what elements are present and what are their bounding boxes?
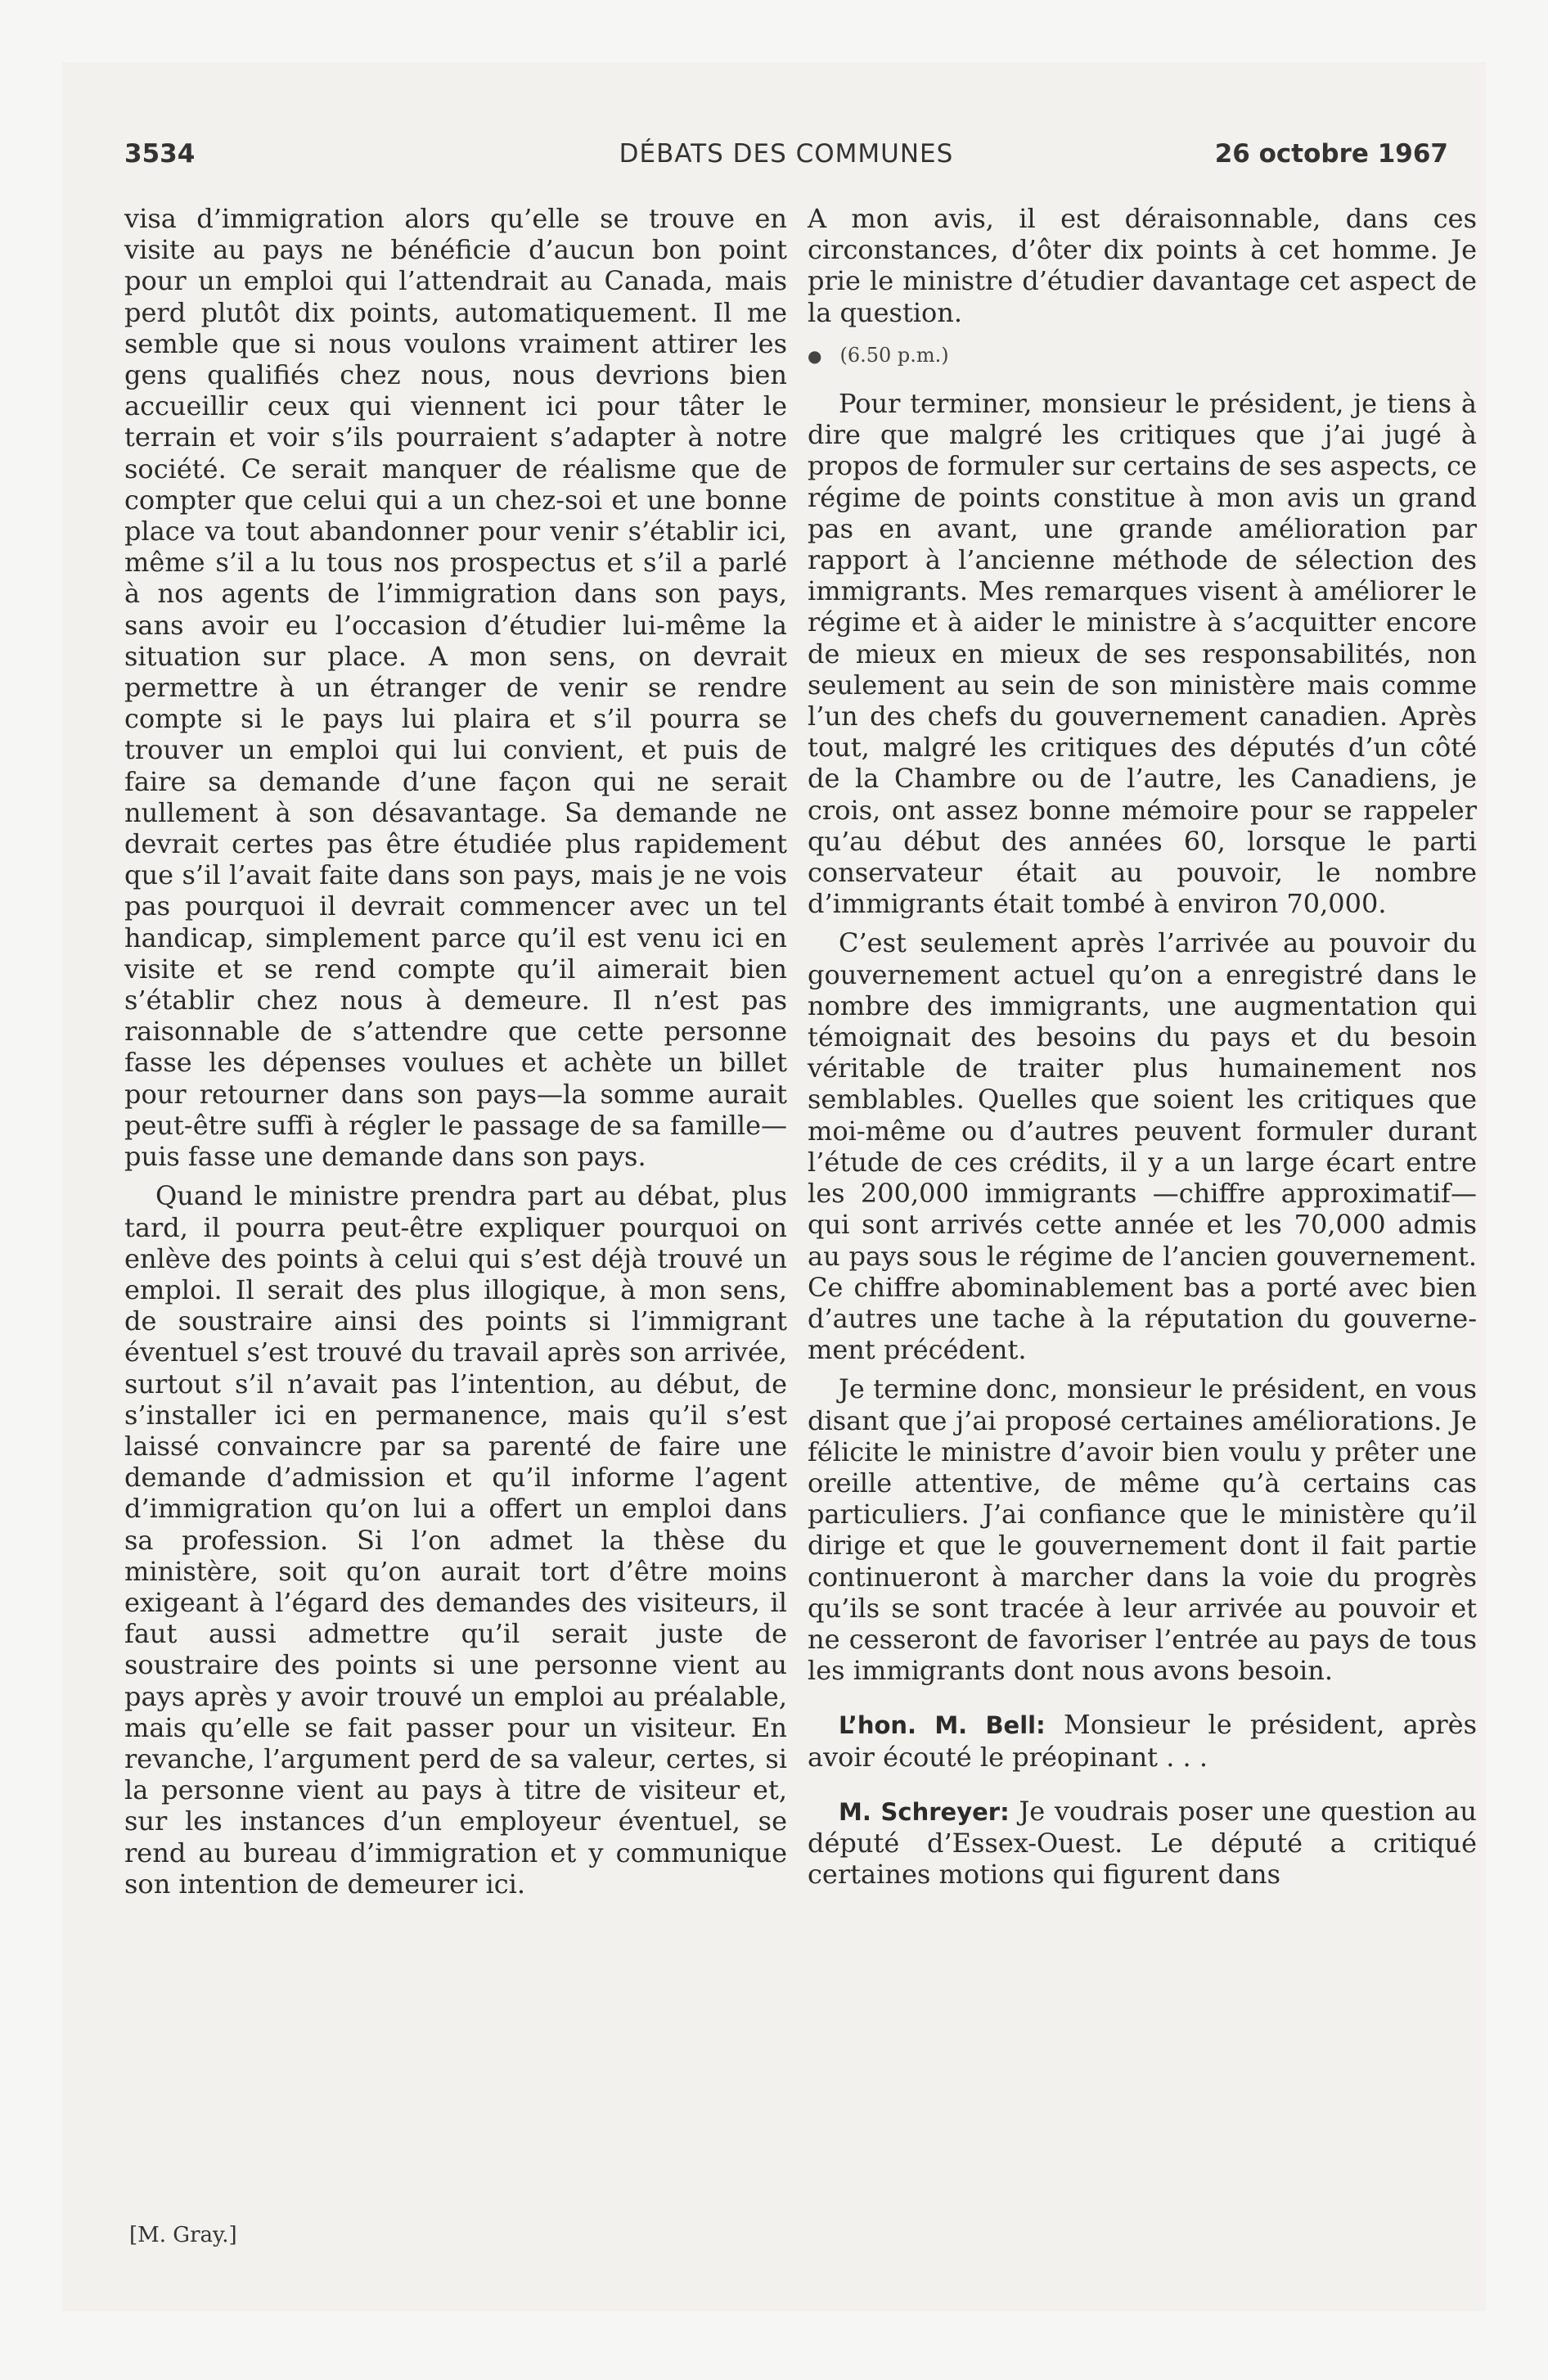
bullet-icon: ●: [808, 345, 822, 366]
right-column: [808, 203, 1477, 1890]
publication-title: DÉBATS DES COMMUNES: [619, 139, 954, 169]
timestamp: [808, 340, 1477, 372]
page-number: 3534: [124, 139, 196, 169]
paragraph: C’est seulement après l’arrivée au pouvoir du gouvernement actuel qu’on a enregistré dans le nombre des immigrants, une augmentation qui témoignait des besoins du pays et du besoin véritable de traiter plus humainement nos semblables. Quelles que soient les critiques que moi-même ou d’autres peuvent formuler durant l’étude de ces crédits, il y a un large écart entre les 200,000 immigrants —chiffre approximatif—qui sont arrivés cette année et les 70,000 admis au pays sous le régime de l’ancien gouvernement. Ce chiffre abominablement bas a porté avec bien d’autres une tache à la réputation du gouvernement précédent.: [808, 927, 1477, 1366]
left-column: [124, 203, 787, 1900]
speaker-text: Monsieur le président, après avoir écouté le préopinant . . .: [808, 1709, 1478, 1773]
speaker-attribution: [M. Gray.]: [129, 2223, 237, 2247]
speaker-text: Je voudrais poser une question au député d’Essex-Ouest. Le député a critiqué certaines motions qui figurent dans: [808, 1795, 1478, 1891]
paragraph: Pour terminer, monsieur le président, je tiens à dire que malgré les critiques que j’ai jugé à propos de formuler sur certains de ses aspects, ce régime de points constitue à mon avis un grand pas en avant, une grande amélioration par rapport à l’ancienne méthode de sélection des immigrants. Mes remarques visent à améliorer le régime et à aider le ministre à s’acquitter encore de mieux en mieux de ses responsabilités, non seulement au sein de son ministère mais comme l’un des chefs du gouvernement canadien. Après tout, malgré les critiques des députés d’un côté de la Chambre ou de l’autre, les Canadiens, je crois, ont assez bonne mémoire pour se rappeler qu’au début des années 60, lorsque le parti conservateur était au pouvoir, le nombre d’immigrants était tombé à environ 70,000.: [808, 388, 1477, 920]
paragraph: Quand le ministre prendra part au débat, plus tard, il pourra peut-être expliquer pourquoi on enlève des points à celui qui s’est déjà trouvé un emploi. Il serait des plus illogique, à mon sens, de soustraire ainsi des points si l’immigrant éventuel s’est trouvé du travail après son arrivée, surtout s’il n’avait pas l’intention, au début, de s’installer ici en permanence, mais qu’il s’est laissé convaincre par sa parenté de faire une demande d’admission et qu’il informe l’agent d’immigration qu’on lui a offert un emploi dans sa profession. Si l’on admet la thèse du ministère, soit qu’on aurait tort d’être moins exigeant à l’égard des demandes des visiteurs, il faut aussi admettre qu’il serait juste de soustraire des points si une personne vient au pays après y avoir trouvé un emploi au préalable, mais qu’elle se fait passer pour un visiteur. En revanche, l’argument perd de sa valeur, certes, si la personne vient au pays à titre de visiteur et, sur les instances d’un employeur éventuel, se rend au bureau d’immigration et y communique son intention de demeurer ici.: [124, 1180, 787, 1900]
timestamp-text: (6.50 p.m.): [839, 343, 949, 367]
speaker-paragraph: [808, 1796, 1477, 1891]
page-header: [124, 139, 1448, 180]
publication-date: 26 octobre 1967: [1214, 139, 1448, 169]
speaker-name: M. Schreyer:: [839, 1797, 1010, 1826]
paragraph: A mon avis, il est déraisonnable, dans ces circonstances, d’ôter dix points à cet homme. Je prie le ministre d’étudier davantage cet aspect de la question.: [808, 203, 1477, 328]
paragraph: visa d’immigration alors qu’elle se trouve en visite au pays ne bénéficie d’aucun bon point pour un emploi qui l’attendrait au Canada, mais perd plutôt dix points, automatiquement. Il me semble que si nous voulons vraiment attirer les gens qualifiés chez nous, nous devrions bien accueillir ceux qui viennent ici pour tâter le terrain et voir s’ils pourraient s’adapter à notre société. Ce serait manquer de réalisme que de compter que celui qui a un chez-soi et une bonne place va tout abandonner pour venir s’établir ici, même s’il a lu tous nos prospectus et s’il a parlé à nos agents de l’immigration dans son pays, sans avoir eu l’occasion d’étudier lui-même la situation sur place. A mon sens, on devrait permettre à un étranger de venir se rendre compte si le pays lui plaira et s’il pourra se trouver un emploi qui lui convient, et puis de faire sa demande d’une façon qui ne serait nullement à son désavantage. Sa demande ne devrait certes pas être étudiée plus rapidement que s’il l’avait faite dans son pays, mais je ne vois pas pourquoi il devrait commencer avec un tel handicap, simplement parce qu’il est venu ici en visite et se rend compte qu’il aimerait bien s’établir chez nous à demeure. Il n’est pas raisonnable de s’attendre que cette personne fasse les dépenses voulues et achète un billet pour retourner dans son pays—la somme aurait peut-être suffi à régler le passage de sa famille—puis fasse une demande dans son pays.: [124, 203, 787, 1173]
paragraph: Je termine donc, monsieur le président, en vous disant que j’ai proposé certaines améliorations. Je félicite le ministre d’avoir bien voulu y prêter une oreille attentive, de même qu’à certains cas particuliers. J’ai confiance que le ministère qu’il dirige et que le gouvernement dont il fait partie continueront à marcher dans la voie du progrès qu’ils se sont tracée à leur arrivée au pouvoir et ne cesseront de favoriser l’entrée au pays de tous les immigrants dont nous avons besoin.: [808, 1373, 1477, 1687]
speaker-name: L’hon. M. Bell:: [839, 1711, 1046, 1740]
speaker-paragraph: [808, 1709, 1477, 1772]
